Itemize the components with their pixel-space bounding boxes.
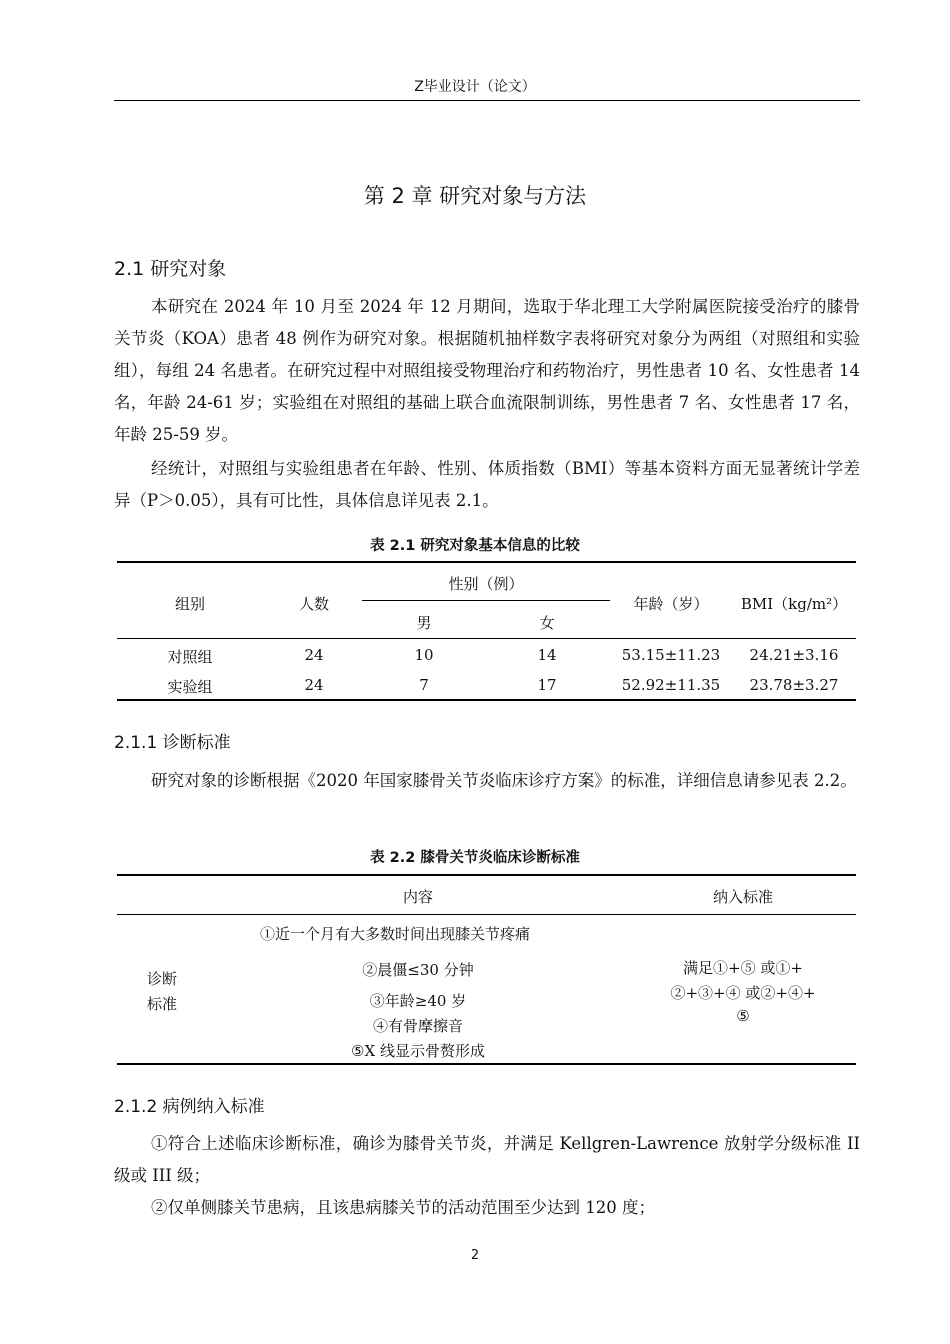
table-2-1-header-rule xyxy=(117,638,856,639)
table-cell-female: 17 xyxy=(537,676,557,694)
inclusion-line: 满足①+⑤ 或①+ xyxy=(683,959,803,977)
inclusion-criterion-1: ①符合上述临床诊断标准，确诊为膝骨关节炎，并满足 Kellgren-Lawrence 放射学分级标准 II 级或 III 级； xyxy=(114,1134,860,1185)
table-2-1-header-male: 男 xyxy=(416,614,432,632)
section-2-1-paragraph-2: 经统计，对照组与实验组患者在年龄、性别、体质指数（BMI）等基本资料方面无显著统计学差异（P＞0.05），具有可比性，具体信息详见表 2.1。 xyxy=(114,459,860,510)
table-2-2-header-inclusion: 纳入标准 xyxy=(712,888,773,906)
table-2-1-header-sex: 性别（例） xyxy=(448,575,524,593)
table-cell-bmi: 23.78±3.27 xyxy=(749,676,839,694)
table-2-1-bottom-rule xyxy=(117,699,856,701)
table-2-1-header-count: 人数 xyxy=(298,595,329,613)
inclusion-line: ⑤ xyxy=(736,1007,750,1025)
table-cell-bmi: 24.21±3.16 xyxy=(749,646,839,664)
table-2-2-header-rule xyxy=(117,914,856,915)
table-2-1-header-bmi: BMI（kg/m²） xyxy=(740,595,848,613)
table-2-2-row-label: 诊断 xyxy=(146,970,177,988)
page-header: Z毕业设计（论文） xyxy=(414,79,536,95)
section-2-1-1-heading: 2.1.1 诊断标准 xyxy=(114,733,231,753)
inclusion-criterion-2: ②仅单侧膝关节患病，且该患病膝关节的活动范围至少达到 120 度； xyxy=(151,1198,655,1217)
table-cell-count: 24 xyxy=(304,646,324,664)
table-2-1-sex-subheader-rule xyxy=(362,600,610,601)
table-cell-male: 7 xyxy=(419,676,429,694)
table-cell-male: 10 xyxy=(414,646,434,664)
table-cell-group: 实验组 xyxy=(167,678,213,696)
table-cell-age: 52.92±11.35 xyxy=(621,676,721,694)
table-cell-age: 53.15±11.23 xyxy=(621,646,721,664)
table-cell-count: 24 xyxy=(304,676,324,694)
table-cell-group: 对照组 xyxy=(167,648,213,666)
table-2-1-caption: 表 2.1 研究对象基本信息的比较 xyxy=(370,538,580,554)
table-2-1-header-female: 女 xyxy=(539,614,555,632)
table-2-2-caption: 表 2.2 膝骨关节炎临床诊断标准 xyxy=(370,850,580,866)
table-2-1-header-group: 组别 xyxy=(174,595,205,613)
criterion-item: ②晨僵≤30 分钟 xyxy=(362,961,474,979)
section-2-1-heading: 2.1 研究对象 xyxy=(114,258,227,280)
section-2-1-2-heading: 2.1.2 病例纳入标准 xyxy=(114,1097,265,1117)
section-2-1-paragraph-1: 本研究在 2024 年 10 月至 2024 年 12 月期间，选取于华北理工大学附属医院接受治疗的膝骨关节炎（KOA）患者 48 例作为研究对象。根据随机抽样数字表将研究对象分为两组（对照组和实验组），每组 24 名患者。在研究过程中对照组接受物理治疗和药物治疗，男性患者 10 名、女性患者 14 名，年龄 24-61 岁；实验组在对照组的基础上联合血流限制训练，男性患者 7 名、女性患者 17 名，年龄 25-59 岁。 xyxy=(114,297,860,444)
page-number: 2 xyxy=(470,1248,480,1263)
header-rule xyxy=(114,100,860,101)
chapter-title: 第 2 章 研究对象与方法 xyxy=(363,184,587,208)
criterion-item: ④有骨摩擦音 xyxy=(372,1017,463,1035)
inclusion-line: ②+③+④ 或②+④+ xyxy=(670,984,816,1002)
criterion-item: ①近一个月有大多数时间出现膝关节疼痛 xyxy=(260,925,531,943)
table-2-2-row-label: 标准 xyxy=(146,995,177,1013)
criterion-item: ③年龄≥40 岁 xyxy=(369,992,467,1010)
table-cell-female: 14 xyxy=(537,646,557,664)
table-2-2-top-rule xyxy=(117,874,856,876)
table-2-1-header-age: 年龄（岁） xyxy=(633,595,709,613)
table-2-2-bottom-rule xyxy=(117,1063,856,1065)
section-2-1-1-paragraph: 研究对象的诊断根据《2020 年国家膝骨关节炎临床诊疗方案》的标准，详细信息请参见表 2.2。 xyxy=(151,771,857,790)
criterion-item: ⑤X 线显示骨赘形成 xyxy=(351,1042,485,1060)
table-2-2-header-content: 内容 xyxy=(402,888,433,906)
table-2-1-top-rule xyxy=(117,561,856,563)
